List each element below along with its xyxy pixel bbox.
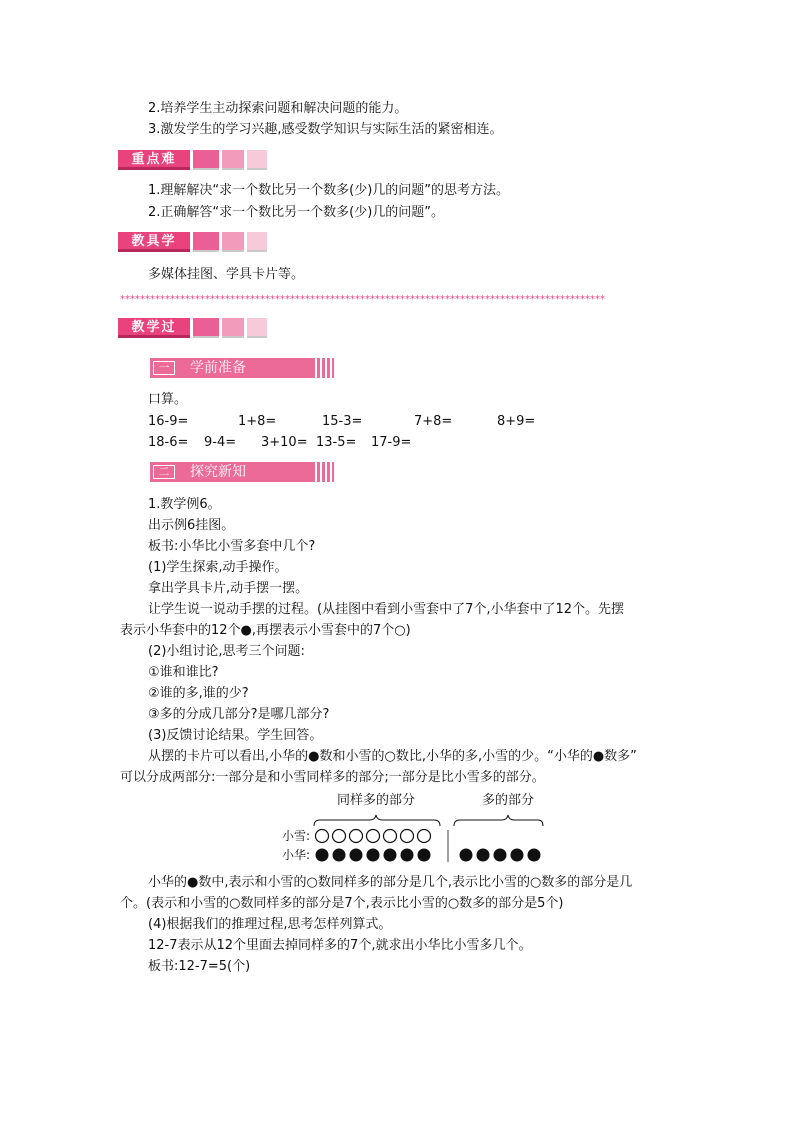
solid-circle (418, 849, 431, 862)
section-header-process (118, 316, 267, 355)
hollow-circle (384, 830, 397, 843)
hollow-circle (367, 830, 380, 843)
body-line: 12-7表示从12个里面去掉同样多的7个,就求出小华比小雪多几个。 (148, 938, 532, 953)
calc-item: 16-9= (148, 414, 189, 429)
calc-item: 7+8= (414, 414, 453, 429)
body-line: (2)小组讨论,思考三个问题: (148, 644, 305, 659)
section-title: 教具学具 (118, 232, 190, 252)
body-line: 出示例6挂图。 (148, 518, 235, 533)
body-line: 1.教学例6。 (148, 497, 221, 512)
hollow-circle (418, 830, 431, 843)
xue-row (316, 830, 431, 843)
more-part-label: 多的部分 (481, 793, 535, 808)
body-line: 表示小华套中的12个●,再摆表示小雪套中的7个○) (120, 623, 411, 638)
comparison-diagram (282, 788, 552, 868)
calc-item: 15-3= (322, 414, 363, 429)
decor-square (193, 150, 219, 170)
section-header-tools (118, 230, 267, 269)
solid-circle (333, 849, 346, 862)
key-point-1: 1.理解解决“求一个数比另一个数多(少)几的问题”的思考方法。 (148, 183, 510, 198)
key-point-2: 2.正确解答“求一个数比另一个数多(少)几的问题”。 (148, 205, 445, 220)
decor-square (222, 232, 244, 252)
decor-square (193, 232, 219, 252)
goal-line-3: 3.激发学生的学习兴趣,感受数学知识与实际生活的紧密相连。 (148, 122, 503, 137)
solid-circle (401, 849, 414, 862)
solid-circle (528, 849, 541, 862)
body-line: 板书:小华比小雪多套中几个? (148, 539, 316, 554)
solid-circle (350, 849, 363, 862)
solid-circle (384, 849, 397, 862)
calc-item: 1+8= (238, 414, 277, 429)
body-line: (3)反馈讨论结果。学生回答。 (148, 728, 323, 743)
solid-circle (460, 849, 473, 862)
decor-square (247, 150, 267, 170)
body-line: 从摆的卡片可以看出,小华的●数和小雪的○数比,小华的多,小雪的少。“小华的●数多” (148, 749, 637, 764)
decor-square (222, 150, 244, 170)
solid-circle (367, 849, 380, 862)
decor-square (247, 318, 267, 338)
subsection-header-prep (150, 358, 334, 378)
hollow-circle (316, 830, 329, 843)
body-line: 拿出学具卡片,动手摆一摆。 (148, 581, 309, 596)
same-part-brace (314, 815, 440, 826)
hollow-circle (333, 830, 346, 843)
decor-square (193, 318, 219, 338)
more-part-brace (454, 815, 543, 826)
body-line: 可以分成两部分:一部分是和小雪同样多的部分;一部分是比小雪多的部分。 (120, 770, 545, 785)
body-line: ①谁和谁比? (148, 665, 219, 680)
body-line: (1)学生探索,动手操作。 (148, 560, 288, 575)
hua-row (316, 849, 541, 862)
body-line: 个。(表示和小雪的○数同样多的部分是7个,表示比小雪的○数多的部分是5个) (120, 896, 564, 911)
body-line: 小华的●数中,表示和小雪的○数同样多的部分是几个,表示比小雪的○数多的部分是几 (148, 875, 633, 890)
same-part-label: 同样多的部分 (336, 793, 416, 808)
body-line: (4)根据我们的推理过程,思考怎样列算式。 (148, 917, 392, 932)
body-line: ③多的分成几部分?是哪几部分? (148, 707, 330, 722)
body-line: 让学生说一说动手摆的过程。(从挂图中看到小雪套中了7个,小华套中了12个。先摆 (148, 602, 625, 617)
decor-bars (312, 462, 334, 482)
hollow-circle (350, 830, 363, 843)
section-header-key-points (118, 148, 267, 187)
decor-square (247, 232, 267, 252)
calc-item: 17-9= (371, 435, 412, 450)
decor-square (222, 318, 244, 338)
section-title: 重点难点 (118, 150, 190, 170)
body-line: 板书:12-7=5(个) (148, 959, 251, 974)
solid-circle (477, 849, 490, 862)
hollow-circle (401, 830, 414, 843)
star-divider: ************************************************************************************************* (120, 295, 605, 305)
subsection-number: 二 (150, 462, 178, 482)
calc-item: 8+9= (497, 414, 536, 429)
calc-item: 13-5= (316, 435, 357, 450)
section-title: 教学过程 (118, 318, 190, 338)
hua-row-label: 小华: (282, 848, 311, 862)
tools-content: 多媒体挂图、学具卡片等。 (148, 267, 305, 282)
calc-item: 9-4= (204, 435, 237, 450)
body-line: ②谁的多,谁的少? (148, 686, 249, 701)
calc-item: 3+10= (261, 435, 308, 450)
subsection-title: 探究新知 (190, 464, 246, 480)
goal-line-2: 2.培养学生主动探索问题和解决问题的能力。 (148, 101, 408, 116)
subsection-number: 一 (150, 358, 178, 378)
subsection-header-explore (150, 462, 334, 482)
solid-circle (494, 849, 507, 862)
decor-bars (312, 358, 334, 378)
prep-intro: 口算。 (148, 392, 188, 407)
solid-circle (316, 849, 329, 862)
xue-row-label: 小雪: (282, 829, 311, 843)
solid-circle (511, 849, 524, 862)
calc-item: 18-6= (148, 435, 189, 450)
subsection-title: 学前准备 (190, 360, 246, 376)
